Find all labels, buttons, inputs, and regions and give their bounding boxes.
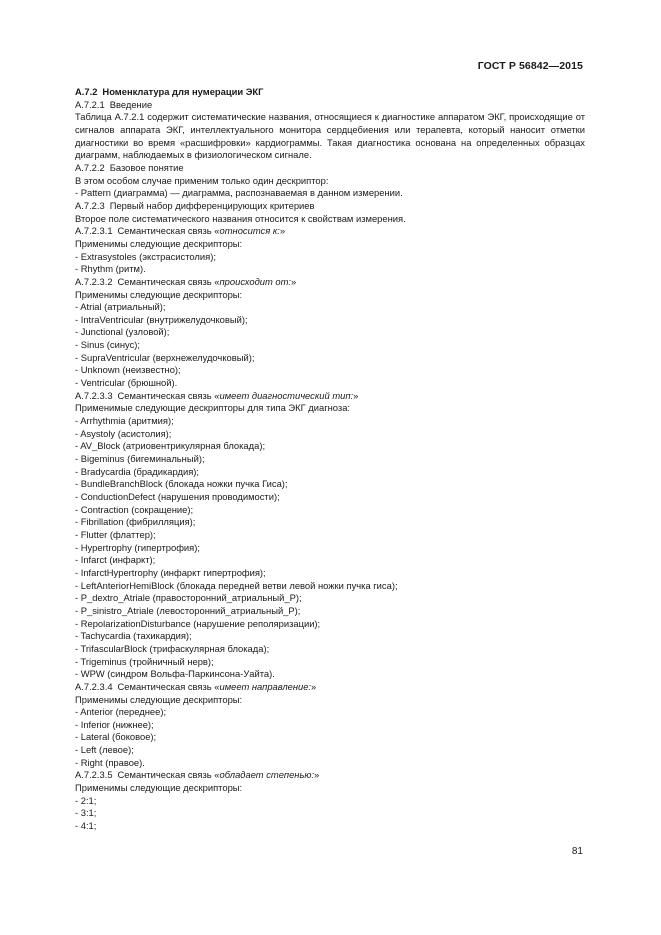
descriptor-item: - Hypertrophy (гипертрофия); (75, 541, 200, 553)
descriptor-lead: Применимые следующие дескрипторы для типа ЭКГ диагноза: (75, 402, 351, 414)
descriptor-item: - Bradycardia (брадикардия); (75, 465, 200, 477)
intro-paragraph: Таблица А.7.2.1 содержит систематические названия, относящиеся к диагностике аппаратом ЭКГ, происходящие от сигналов аппарата ЭКГ, интеллектуального монитора сердцебиения или терапевта, который наносит отметки диагностики во время «расшифровки» кардиограммы. Такая диагностика основана на определенных образцах диаграмм, наблюдаемых в физиологическом сигнале. (75, 111, 585, 161)
descriptor-item: - Lateral (боковое); (75, 731, 157, 743)
descriptor-lead: Применимы следующие дескрипторы: (75, 693, 243, 705)
descriptor-item: - AV_Block (атриовентрикулярная блокада); (75, 440, 266, 452)
descriptor-item: - Sinus (синус); (75, 339, 141, 351)
descriptor-item: - Rhythm (ритм). (75, 263, 146, 275)
semantic-relation: обладает степенью: (219, 769, 315, 781)
subsection-heading (75, 276, 585, 289)
subsection-suffix: » (314, 769, 320, 781)
subsection-prefix: Семантическая связь « (117, 769, 220, 781)
descriptor-item: - Flutter (флаттер); (75, 528, 156, 540)
descriptor-item: - RepolarizationDisturbance (нарушение реполяризации); (75, 617, 321, 629)
descriptor-item: - SupraVentricular (верхнежелудочковый); (75, 351, 255, 363)
first-set-number: А.7.2.3 (75, 199, 105, 211)
intro-number: А.7.2.1 (75, 98, 105, 110)
descriptor-item: - Anterior (переднее); (75, 706, 167, 718)
section-title: Номенклатура для нумерации ЭКГ (102, 86, 264, 97)
descriptor-item: - Trigeminus (тройничный нерв); (75, 655, 214, 667)
basic-title: Базовое понятие (109, 161, 184, 173)
subsection-suffix: » (353, 389, 359, 401)
descriptor-item: - 2:1; (75, 794, 97, 806)
descriptor-item: - 4:1; (75, 820, 97, 832)
subsection-heading (75, 681, 585, 694)
subsection-prefix: Семантическая связь « (117, 275, 220, 287)
subsection-prefix: Семантическая связь « (117, 225, 220, 237)
document-body (75, 86, 585, 833)
descriptor-lead: Применимы следующие дескрипторы: (75, 288, 243, 300)
subsection-number: А.7.2.3.5 (75, 769, 113, 781)
descriptor-item: - Extrasystoles (экстрасистолия); (75, 250, 216, 262)
intro-title: Введение (109, 98, 153, 110)
descriptor-item: - Right (правое). (75, 756, 145, 768)
descriptor-item: - Inferior (нижнее); (75, 718, 154, 730)
descriptor-item: - Junctional (узловой); (75, 326, 170, 338)
section-heading (75, 86, 585, 99)
descriptor-item: - InfarctHypertrophy (инфаркт гипертрофия); (75, 566, 266, 578)
subsection-suffix: » (311, 680, 317, 692)
descriptor-item: - P_dextro_Atriale (правосторонний_атриальный_P); (75, 592, 302, 604)
subsection-heading (75, 769, 585, 782)
descriptor-item: - Contraction (сокращение); (75, 503, 194, 515)
basic-number: А.7.2.2 (75, 161, 105, 173)
section-number: А.7.2 (75, 86, 98, 97)
intro-heading (75, 99, 585, 112)
descriptor-item: - Unknown (неизвестно); (75, 364, 181, 376)
descriptor-item: - Atrial (атриальный); (75, 301, 166, 313)
descriptor-list (75, 251, 585, 276)
descriptor-list (75, 301, 585, 390)
descriptor-list (75, 415, 585, 681)
subsection-suffix: » (279, 225, 286, 237)
semantic-relation: происходит от: (219, 275, 292, 287)
page-number: 81 (571, 846, 583, 857)
descriptor-item: - Left (левое); (75, 744, 134, 756)
descriptor-item: - Arrhythmia (аритмия); (75, 415, 174, 427)
descriptor-item: - Fibrillation (фибрилляция); (75, 516, 196, 528)
descriptor-item: - WPW (синдром Вольфа-Паркинсона-Уайта). (75, 668, 275, 680)
subsection-prefix: Семантическая связь « (117, 680, 220, 692)
subsection-number: А.7.2.3.3 (75, 389, 113, 401)
semantic-relation: имеет диагностический тип: (219, 389, 354, 401)
descriptor-lead: Применимы следующие дескрипторы: (75, 237, 243, 249)
descriptor-item: - Tachycardia (тахикардия); (75, 630, 192, 642)
descriptor-item: - TrifascularBlock (трифаскулярная блокада); (75, 642, 270, 654)
first-set-heading (75, 200, 585, 213)
descriptor-item: - BundleBranchBlock (блокада ножки пучка Гиса); (75, 478, 288, 490)
semantic-relation: относится к: (219, 225, 280, 237)
subsection-heading (75, 390, 585, 403)
first-set-line-1: Второе поле систематического названия относится к свойствам измерения. (75, 212, 406, 224)
descriptor-item: - P_sinistro_Atriale (левосторонний_атриальный_P); (75, 604, 301, 616)
document-standard-header: ГОСТ Р 56842—2015 (477, 60, 583, 72)
descriptor-item: - ConductionDefect (нарушения проводимости); (75, 491, 280, 502)
basic-line-2: - Pattern (диаграмма) — диаграмма, распознаваемая в данном измерении. (75, 187, 403, 199)
basic-line-1: В этом особом случае применим только один дескриптор: (75, 174, 329, 186)
descriptor-item: - 3:1; (75, 807, 97, 819)
semantic-relation: имеет направление: (219, 680, 312, 692)
subsection-number: А.7.2.3.2 (75, 275, 113, 287)
subsection-suffix: » (291, 275, 297, 287)
descriptor-item: - IntraVentricular (внутрижелудочковый); (75, 313, 248, 325)
subsection-number: А.7.2.3.4 (75, 680, 113, 692)
descriptor-item: - LeftAnteriorHemiBlock (блокада передней ветви левой ножки пучка гиса); (75, 579, 398, 591)
first-set-title: Первый набор дифференцирующих критериев (109, 199, 315, 211)
subsection-prefix: Семантическая связь « (117, 389, 220, 401)
descriptor-list (75, 706, 585, 769)
descriptor-item: - Infarct (инфаркт); (75, 554, 156, 566)
basic-heading (75, 162, 585, 175)
descriptor-list (75, 795, 585, 833)
subsection-heading (75, 225, 585, 238)
descriptor-item: - Ventricular (брюшной). (75, 377, 178, 389)
descriptor-lead: Применимы следующие дескрипторы: (75, 782, 243, 794)
descriptor-item: - Asystoly (асистолия); (75, 427, 172, 439)
subsection-number: А.7.2.3.1 (75, 225, 113, 237)
descriptor-item: - Bigeminus (бигеминальный); (75, 453, 205, 465)
